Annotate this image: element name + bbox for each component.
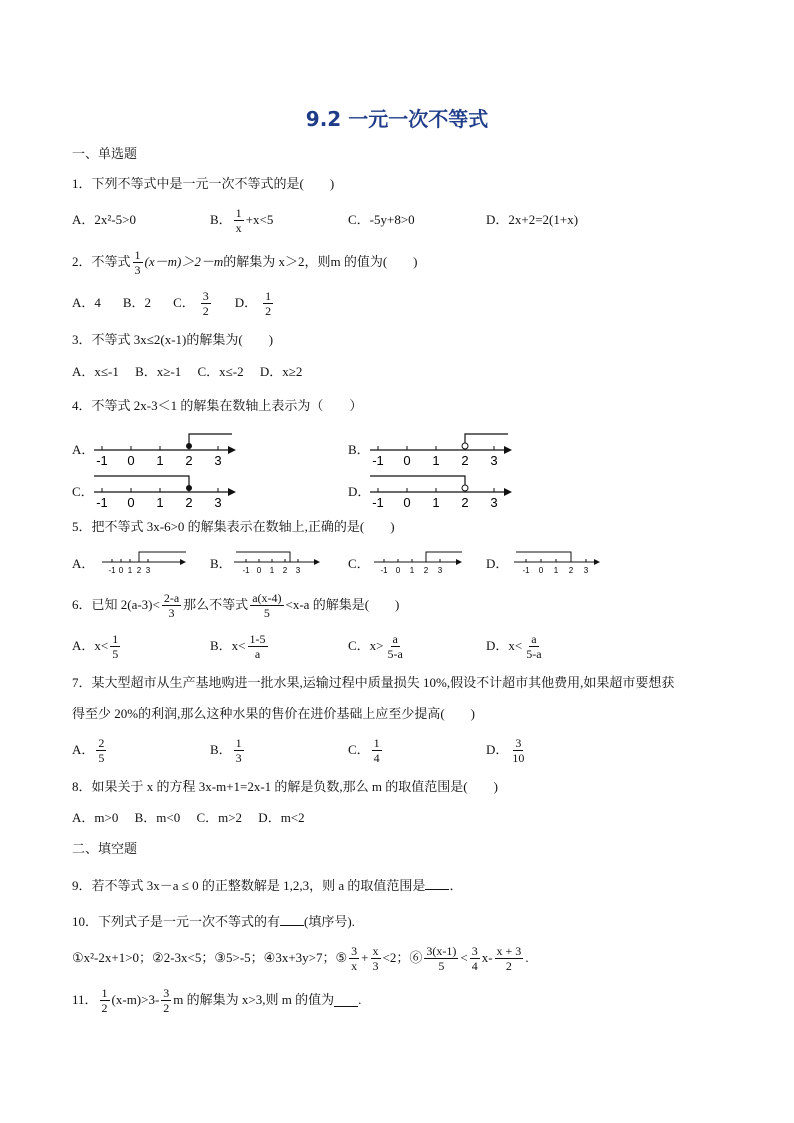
tick-label: 3 (490, 495, 498, 510)
fraction: $\frac{1}{3}$ (235, 735, 242, 765)
section-heading-single-choice: 一、单选题 (72, 147, 138, 162)
tick-label: 1 (156, 495, 164, 510)
q7-option-c: C． $\frac{1}{4}$ (348, 735, 380, 765)
tick-label: -1 (372, 453, 384, 468)
q1-option-a: A．2x²-5>0 (72, 212, 136, 227)
fraction: $\frac{1-5}{a}$ (249, 631, 266, 661)
q5-number-line-d (512, 548, 604, 576)
q5-option-d-label: D． (486, 556, 509, 571)
question-7-line-1: 7．某大型超市从生产基地购进一批水果,运输过程中质量损失 10%,假设不计超市其他费用,如果超市要想获 (72, 675, 675, 690)
tick-label: 0 (395, 566, 401, 575)
fraction: $\frac{1}{4}$ (373, 735, 380, 765)
tick-label: 3 (583, 566, 589, 575)
answer-blank (280, 913, 304, 926)
tick-label: 1 (432, 495, 440, 510)
question-7-line-2: 得至少 20%的利润,那么这种水果的售价在进价基础上应至少提高( ) (72, 706, 475, 721)
q4-option-d-label: D． (348, 484, 371, 499)
fraction: $\frac{x}{3}$ (372, 943, 379, 973)
fraction: $\frac{a}{5-a}$ (526, 631, 542, 661)
q1-option-b: B． $\frac{1}{x}$ +x<5 (210, 205, 274, 235)
tick-label: 0 (403, 495, 411, 510)
question-10-stem: 10．下列式子是一元一次不等式的有 (填序号). (72, 914, 355, 929)
question-3-options: A．x≤-1 B．x≥-1 C．x≤-2 D．x≥2 (72, 364, 303, 379)
q1-option-d: D．2x+2=2(1+x) (486, 212, 579, 227)
answer-blank (334, 994, 358, 1007)
question-8-stem: 8．如果关于 x 的方程 3x-m+1=2x-1 的解是负数,那么 m 的取值范围是( ) (72, 779, 498, 794)
tick-label: -1 (96, 495, 108, 510)
fraction: $\frac{3(x-1)}{5}$ (426, 943, 457, 973)
tick-label: -1 (96, 453, 108, 468)
tick-label: -1 (372, 495, 384, 510)
q2-option-b: B．2 (122, 295, 152, 310)
fraction: $\frac{a(x-4)}{5}$ (252, 590, 282, 620)
q5-number-line-b (232, 548, 324, 576)
tick-label: 2 (185, 453, 193, 468)
question-5-stem: 5．把不等式 3x-6>0 的解集表示在数轴上,正确的是( ) (72, 519, 395, 534)
tick-label: 3 (490, 453, 498, 468)
fraction: $\frac{x + 3}{2}$ (496, 943, 522, 973)
q4-number-line-c (90, 470, 240, 510)
fraction: $\frac{1}{2}$ (101, 985, 108, 1015)
q4-number-line-d (366, 470, 516, 510)
tick-label: 3 (437, 566, 443, 575)
tick-label: 1 (432, 453, 440, 468)
tick-label: 0 (256, 566, 262, 575)
q7-option-b: B． $\frac{1}{3}$ (210, 735, 242, 765)
tick-label: 0 (127, 453, 135, 468)
fraction: $\frac{1}{x}$ (235, 205, 242, 235)
tick-label: 2 (136, 566, 142, 575)
tick-label: 1 (269, 566, 275, 575)
q6-option-a: A．x< $\frac{1}{5}$ (72, 631, 119, 661)
answer-blank (425, 877, 449, 890)
question-10-items: ①x²-2x+1>0；②2-3x<5；③5>-5；④3x+3y>7；⑤ $\frac{3}{x}$ + $\frac{x}{3}$ <2；⑥ $\frac{3(x-1)}{5}$ < $\frac{3}{4}$ x- $\frac{x + 3}{2}$ . (72, 943, 529, 973)
question-3-stem: 3．不等式 3x≤2(x-1)的解集为( ) (72, 332, 274, 347)
q7-option-d: D． $\frac{3}{10}$ (486, 735, 525, 765)
fraction: $\frac{3}{4}$ (471, 943, 478, 973)
tick-label: 3 (214, 453, 222, 468)
q6-option-c: C．x> $\frac{a}{5-a}$ (348, 631, 403, 661)
q5-number-line-c (372, 548, 468, 576)
tick-label: 1 (127, 566, 133, 575)
q4-option-c-label: C． (72, 484, 94, 499)
fraction: $\frac{3}{2}$ (163, 985, 170, 1015)
tick-label: 0 (127, 495, 135, 510)
section-heading-fill-blank: 二、填空题 (72, 842, 138, 857)
tick-label: -1 (242, 566, 250, 575)
fraction: $\frac{3}{x}$ (351, 943, 358, 973)
tick-label: 2 (185, 495, 193, 510)
fraction: $\frac{1}{3}$ (134, 247, 141, 277)
fraction: $\frac{3}{10}$ (512, 735, 525, 765)
q5-number-line-a (100, 548, 190, 576)
tick-label: 0 (118, 566, 124, 575)
question-1-stem: 1．下列不等式中是一元一次不等式的是( ) (72, 176, 335, 191)
fraction: $\frac{2-a}{3}$ (163, 590, 180, 620)
question-11: 11． $\frac{1}{2}$ (x-m)>3- $\frac{3}{2}$ m 的解集为 x>3,则 m 的值为 . (72, 985, 362, 1015)
tick-label: -1 (380, 566, 388, 575)
q7-option-a: A． $\frac{2}{5}$ (72, 735, 105, 765)
q5-option-b-label: B． (210, 556, 232, 571)
q4-option-a-label: A． (72, 442, 95, 457)
q6-option-d: D．x< $\frac{a}{5-a}$ (486, 631, 542, 661)
question-8-options: A．m>0 B．m<0 C．m>2 D．m<2 (72, 810, 305, 825)
tick-label: 2 (423, 566, 429, 575)
tick-label: 3 (214, 495, 222, 510)
q5-option-c-label: C． (348, 556, 370, 571)
tick-label: 2 (568, 566, 574, 575)
q6-option-b: B．x< $\frac{1-5}{a}$ (210, 631, 266, 661)
tick-label: 1 (409, 566, 415, 575)
fraction: $\frac{3}{2}$ (202, 288, 209, 318)
tick-label: 2 (461, 453, 469, 468)
tick-label: 3 (145, 566, 151, 575)
question-6-stem: 6．已知 2(a-3)< $\frac{2-a}{3}$ 那么不等式 $\frac{a(x-4)}{5}$ <x-a 的解集是( ) (72, 590, 400, 620)
tick-label: 0 (403, 453, 411, 468)
q1-option-c: C．-5y+8>0 (348, 212, 415, 227)
q4-number-line-a (90, 428, 240, 468)
q2-option-a: A．4 (72, 295, 101, 310)
fraction: $\frac{a}{5-a}$ (387, 631, 403, 661)
tick-label: 0 (538, 566, 544, 575)
q4-number-line-b (366, 428, 516, 468)
tick-label: 1 (156, 453, 164, 468)
question-2-options (72, 283, 275, 323)
question-2-stem: 2．不等式 $\frac{1}{3}$ (x－m)＞2－m 的解集为 x＞2，则m 的值为( ) (72, 247, 418, 277)
q2-option-c: C． (173, 295, 195, 310)
question-4-stem: 4．不等式 2x-3＜1 的解集在数轴上表示为（ ） (72, 398, 363, 413)
tick-label: -1 (108, 566, 116, 575)
q4-option-b-label: B． (348, 442, 370, 457)
q2-option-d: D． (234, 295, 258, 310)
fraction: $\frac{1}{2}$ (265, 288, 272, 318)
tick-label: 2 (461, 495, 469, 510)
q5-option-a-label: A． (72, 556, 95, 571)
tick-label: 1 (553, 566, 559, 575)
tick-label: 3 (295, 566, 301, 575)
fraction: $\frac{1}{5}$ (112, 631, 119, 661)
question-9: 9．若不等式 3x－a ≤ 0 的正整数解是 1,2,3，则 a 的取值范围是 ． (72, 878, 463, 893)
tick-label: -1 (522, 566, 530, 575)
tick-label: 2 (282, 566, 288, 575)
page-title: 9.2 一元一次不等式 (305, 107, 489, 131)
fraction: $\frac{2}{5}$ (98, 735, 105, 765)
